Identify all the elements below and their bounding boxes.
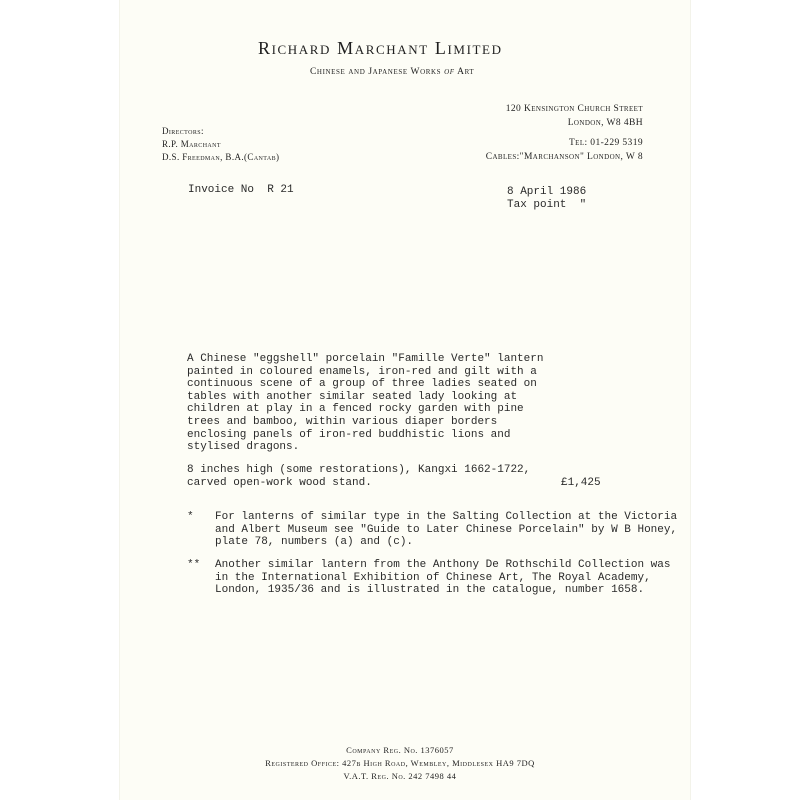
tagline-prefix: Chinese and Japanese Works <box>310 67 445 77</box>
company-name: Richard Marchant Limited <box>258 38 503 58</box>
address-city: London, W8 4BH <box>567 118 643 128</box>
invoice-date: 8 April 1986 <box>507 186 587 198</box>
item-price: £1,425 <box>561 477 601 489</box>
footer-registered-office: Registered Office: 427b High Road, Wembley, Middlesex HA9 7DQ <box>265 758 535 768</box>
tagline-of: of <box>444 67 455 77</box>
address-telephone: Tel: 01-229 5319 <box>568 138 643 148</box>
footer-vat-reg: V.A.T. Reg. No. 242 7498 44 <box>343 771 457 781</box>
address-street: 120 Kensington Church Street <box>505 104 643 114</box>
invoice-number: Invoice No R 21 <box>188 184 294 196</box>
tax-point: Tax point " <box>507 199 587 211</box>
footer-company-reg: Company Reg. No. 1376057 <box>346 745 454 755</box>
company-tagline <box>310 67 474 77</box>
directors-label: Directors: <box>162 126 204 136</box>
director-name: R.P. Marchant <box>162 139 221 149</box>
note-text: Another similar lantern from the Anthony De Rothschild Collection was in the International Exhibition of Chinese Art, The Royal Academy, London, 1935/36 and is illustrated in the catalogue, number 1658. <box>215 559 671 597</box>
item-dimensions: 8 inches high (some restorations), Kangxi 1662-1722, carved open-work wood stand. <box>187 464 531 489</box>
note-marker: * <box>187 511 194 523</box>
item-description: A Chinese "eggshell" porcelain "Famille Verte" lantern painted in coloured enamels, iron-red and gilt with continuous scene of a group of three ladies seated tables with another similar seated lady looking at children at play in a fenced rocky garden with pine trees and bamboo, within various diaper borders enclosing panels of iron-red buddhistic lions and stylised dragons. <box>187 353 544 454</box>
note-marker: ** <box>187 559 201 571</box>
tagline-suffix: Art <box>454 67 475 77</box>
note-text: For lanterns of similar type in the Salting Collection at the Victoria and Albert Museum see "Guide to Later Chinese Porcelain" by W B Honey, plate 78, numbers (a) and (c). <box>215 511 678 549</box>
address-cables: Cables:"Marchanson" London, W 8 <box>485 152 643 162</box>
director-name: D.S. Freedman, B.A.(Cantab) <box>162 152 280 162</box>
